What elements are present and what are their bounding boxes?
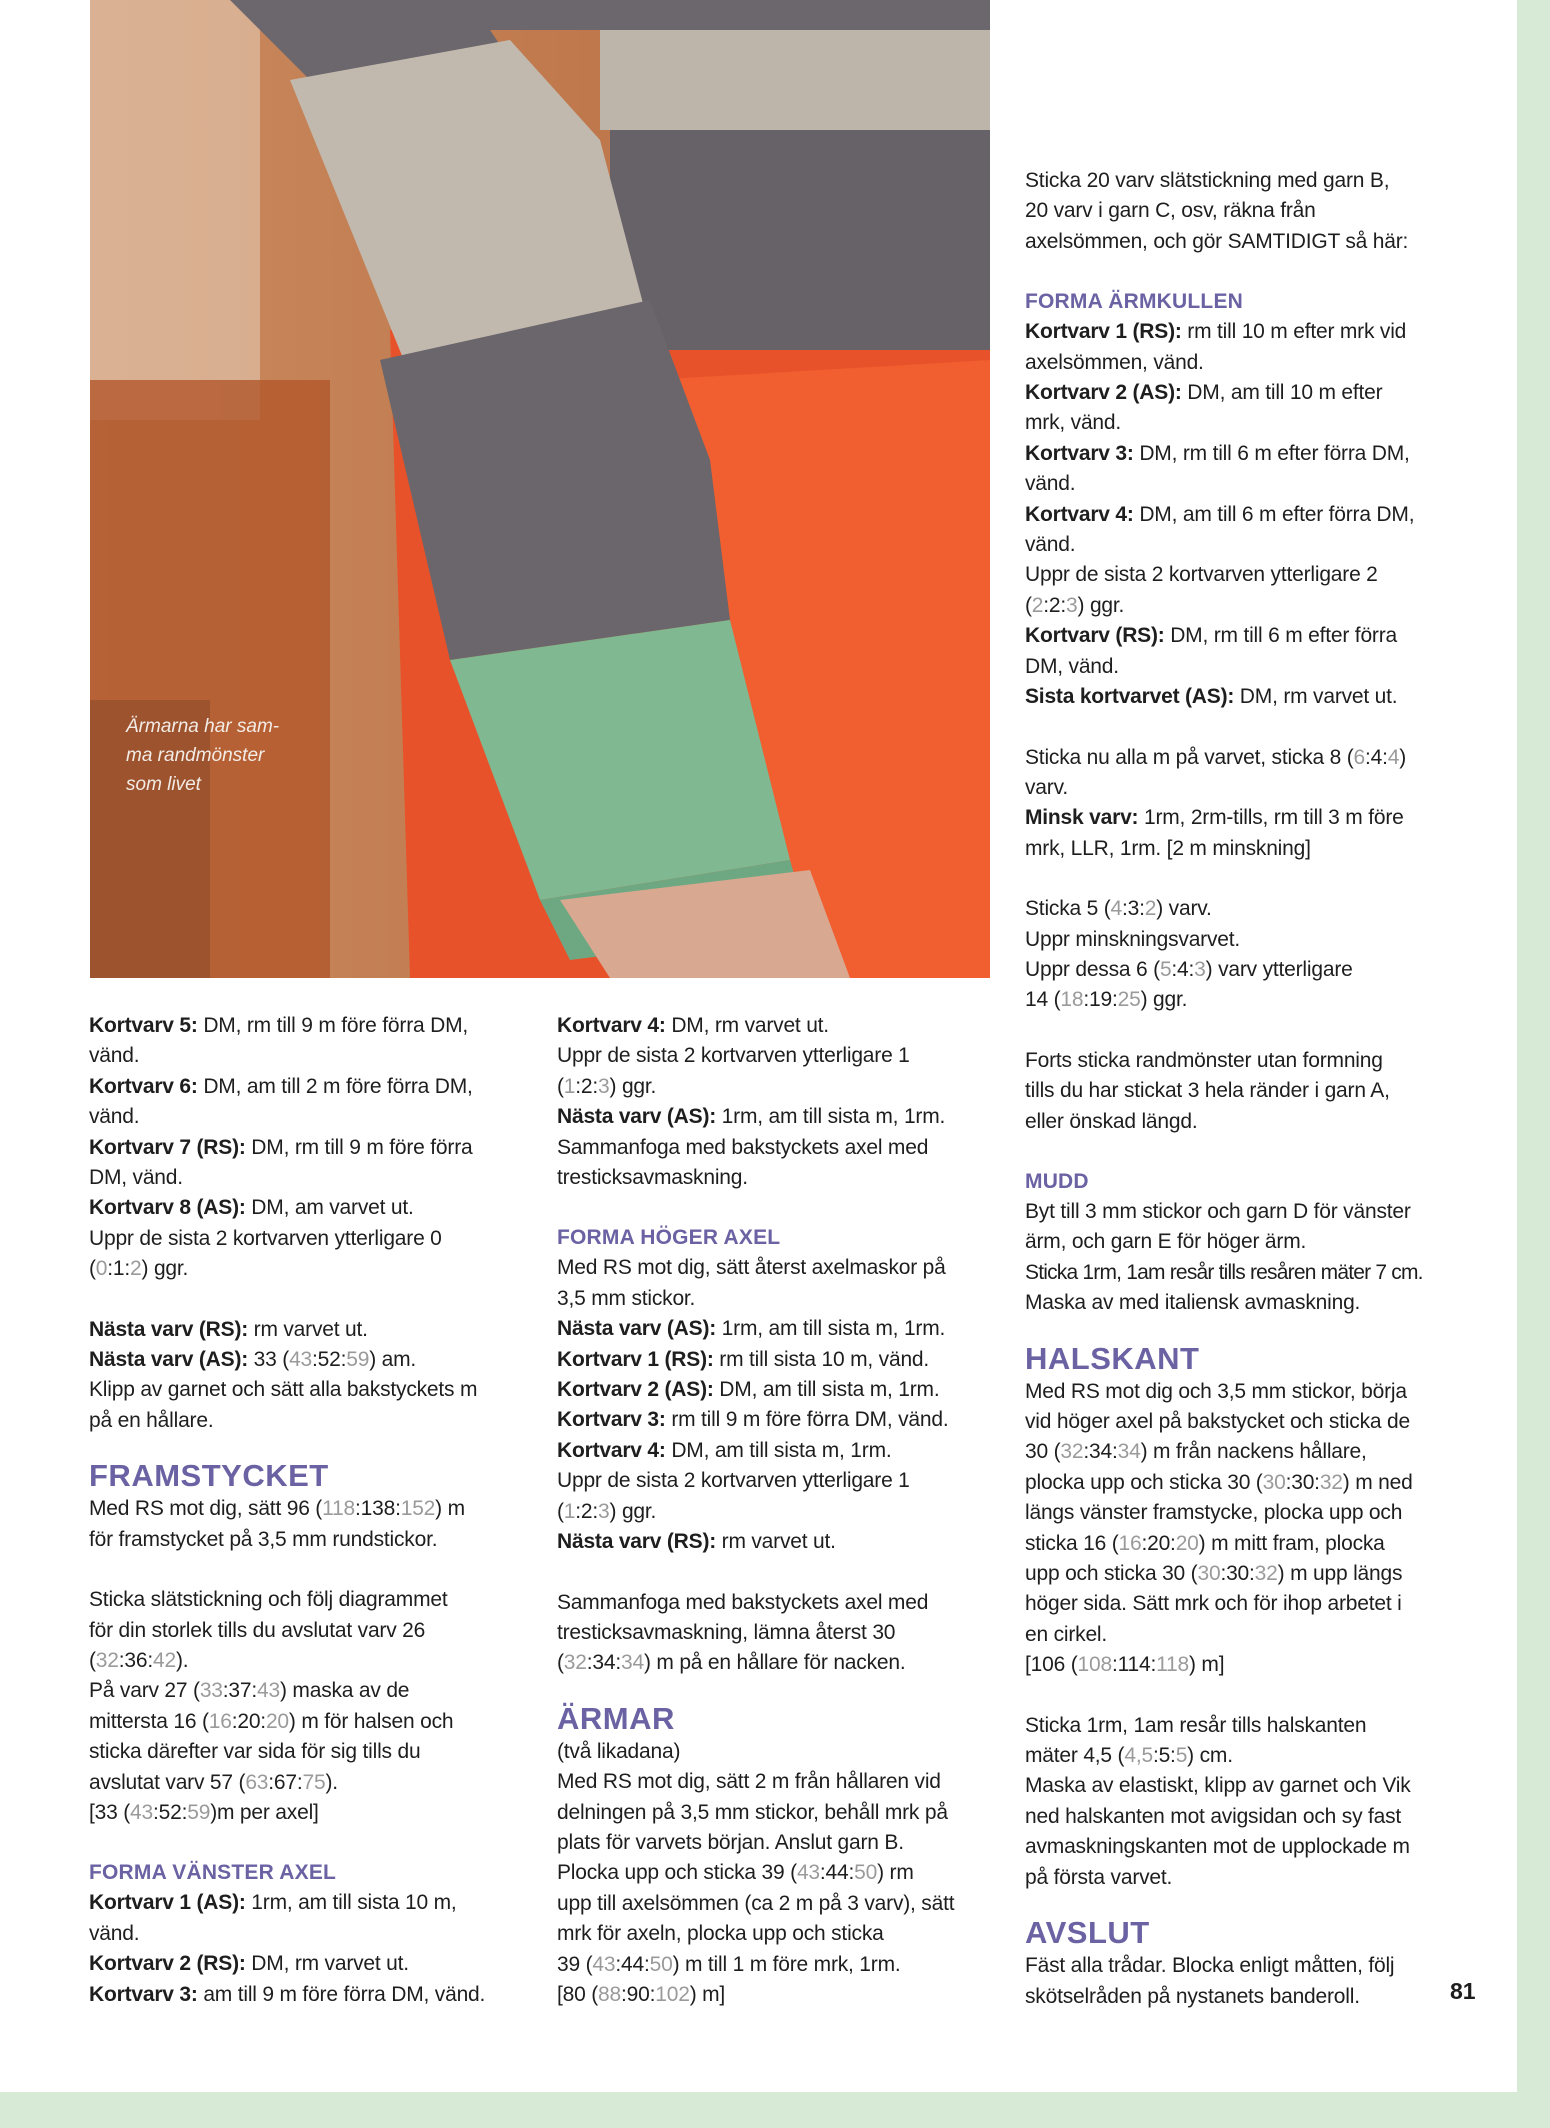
heading-forma-hoger-axel: FORMA HÖGER AXEL	[557, 1226, 781, 1250]
text-line: 33	[199, 1679, 223, 1703]
text-line: 6	[1353, 745, 1366, 769]
text-line: 32	[1060, 1440, 1084, 1464]
text-line: Kortvarv 3:	[89, 1982, 198, 2006]
text-line: 14 (	[1025, 988, 1061, 1012]
text-line: :52:	[153, 1800, 188, 1824]
text-line	[557, 1648, 997, 1678]
text-line	[1025, 985, 1485, 1015]
text-line: Nästa varv (AS):	[557, 1317, 717, 1341]
text-line: :1:	[107, 1257, 131, 1281]
text-line: Klipp av garnet och sätt alla bakstyckets m	[89, 1378, 478, 1402]
text-line: :37:	[222, 1679, 258, 1703]
text-line	[1025, 1437, 1485, 1467]
text-line: 25	[1117, 988, 1141, 1012]
text-line: ) m från nackens hållare,	[1140, 1440, 1367, 1464]
text-line: varv.	[1025, 775, 1068, 799]
text-line: upp och sticka 30 (	[1025, 1562, 1198, 1586]
column-middle	[557, 1011, 997, 2010]
text-line: mittersta 16 (	[89, 1709, 209, 1733]
text-line	[1025, 743, 1485, 773]
text-line: ärm, och garn E för höger ärm.	[1025, 1230, 1307, 1254]
heading-avslut: AVSLUT	[1025, 1915, 1150, 1951]
text-line: Sammanfoga med bakstyckets axel med	[557, 1590, 929, 1614]
text-line	[89, 1193, 529, 1223]
text-line: :4:	[1171, 957, 1195, 981]
text-line: DM, am varvet ut.	[245, 1196, 414, 1220]
text-line: 20	[1175, 1531, 1199, 1555]
text-line: 3	[1194, 957, 1206, 981]
text-line	[1025, 1650, 1485, 1680]
text-line	[89, 1345, 529, 1375]
text-line: 4	[1110, 897, 1123, 921]
text-line: ) ggr.	[141, 1257, 189, 1281]
text-line: 5	[1175, 1744, 1188, 1768]
text-line: :30:	[1220, 1562, 1255, 1586]
text-line: rm varvet ut.	[716, 1530, 836, 1554]
text-line: DM, rm varvet ut.	[1234, 685, 1398, 709]
text-line: DM, am till 10 m efter	[1181, 381, 1383, 405]
text-line: 75	[302, 1770, 326, 1794]
heading-forma-vanster-axel: FORMA VÄNSTER AXEL	[89, 1861, 337, 1885]
text-line	[557, 1980, 997, 2010]
text-line: Ärmarna har sam-	[126, 716, 280, 737]
text-line: (	[557, 1074, 564, 1098]
photo-caption	[126, 712, 306, 799]
sweater-sleeve-photo	[90, 0, 990, 978]
text-line: Kortvarv 3:	[1025, 441, 1134, 465]
text-line: för framstycket på 3,5 mm rundstickor.	[89, 1527, 438, 1551]
text-line: Kortvarv 1 (AS):	[89, 1891, 246, 1915]
text-line: :44:	[819, 1861, 855, 1885]
text-line: [80 (	[557, 1982, 599, 2006]
text-line: för din storlek tills du avslutat varv 26	[89, 1618, 426, 1642]
text-line	[89, 1768, 529, 1798]
text-line: höger sida. Sätt mrk och för ihop arbetet i	[1025, 1592, 1402, 1616]
text-line: 3	[598, 1499, 610, 1523]
text-line: :2:	[1043, 593, 1067, 617]
text-line: Sticka nu alla m på varvet, sticka 8 (	[1025, 745, 1354, 769]
text-line: Med RS mot dig, sätt 2 m från hållaren vid	[557, 1770, 941, 1794]
text-line: 3	[1066, 593, 1078, 617]
text-line: mrk för axeln, plocka upp och sticka	[557, 1922, 884, 1946]
text-line: Maska av elastiskt, klipp av garnet och Vik	[1025, 1774, 1411, 1798]
text-line: :34:	[1083, 1440, 1118, 1464]
text-line: upp till axelsömmen (ca 2 m på 3 varv), sätt	[557, 1891, 955, 1915]
text-line: Kortvarv 7 (RS):	[89, 1135, 246, 1159]
text-line: Uppr minskningsvarvet.	[1025, 927, 1241, 951]
text-line: tills du har stickat 3 hela ränder i garn A,	[1025, 1079, 1390, 1103]
text-line: ) m]	[1189, 1653, 1225, 1677]
text-line: ) m	[435, 1497, 465, 1521]
text-line	[89, 1798, 529, 1828]
text-line: plocka upp och sticka 30 (	[1025, 1470, 1263, 1494]
text-line: tresticksavmaskning, lämna återst 30	[557, 1620, 896, 1644]
text-line: mrk, vänd.	[1025, 411, 1122, 435]
text-line: mäter 4,5 (	[1025, 1744, 1125, 1768]
text-line: DM, rm till 6 m efter förra	[1164, 624, 1397, 648]
text-line: 42	[153, 1648, 176, 1672]
text-line: rm varvet ut.	[248, 1317, 368, 1341]
text-line: )m per axel]	[210, 1800, 319, 1824]
text-line: :4:	[1365, 745, 1388, 769]
text-line: Kortvarv 5:	[89, 1014, 198, 1037]
photo-illustration	[90, 0, 990, 978]
text-line: Nästa varv (RS):	[89, 1317, 249, 1341]
text-line: ) ggr.	[609, 1499, 657, 1523]
text-line	[89, 1133, 529, 1163]
text-line: :52:	[312, 1348, 347, 1372]
text-line: 5	[1159, 957, 1172, 981]
text-line	[1025, 894, 1485, 924]
text-line: Uppr de sista 2 kortvarven ytterligare 2	[1025, 563, 1378, 587]
text-line	[1025, 317, 1485, 347]
text-line	[557, 1497, 997, 1527]
text-line: ) cm.	[1187, 1744, 1233, 1768]
text-line: På varv 27 (	[89, 1679, 200, 1703]
text-line: 16	[1118, 1531, 1142, 1555]
text-line: :44:	[615, 1952, 650, 1976]
text-line: 39 (	[557, 1952, 593, 1976]
text-line	[557, 1858, 997, 1888]
heading-framstycket: FRAMSTYCKET	[89, 1458, 329, 1494]
text-line	[89, 1315, 529, 1345]
text-line: am till 9 m före förra DM, vänd.	[197, 1982, 486, 2006]
text-line: axelsömmen, och gör SAMTIDIGT så här:	[1025, 229, 1409, 253]
text-line: DM, rm till 6 m efter förra DM,	[1133, 441, 1410, 465]
text-line: ).	[175, 1648, 189, 1672]
text-line: tresticksavmaskning.	[557, 1166, 748, 1190]
text-line: ) ggr.	[609, 1074, 657, 1098]
text-line: Kortvarv 2 (AS):	[1025, 381, 1182, 405]
text-line: Nästa varv (AS):	[89, 1348, 249, 1372]
text-line: 20 varv i garn C, osv, räkna från	[1025, 199, 1316, 223]
text-line: 4,5	[1124, 1744, 1153, 1768]
text-line: 18	[1060, 988, 1084, 1012]
text-line: ) ggr.	[1140, 988, 1188, 1012]
text-line: 43	[592, 1952, 616, 1976]
text-line: DM, rm till 9 m före förra DM,	[197, 1014, 469, 1037]
text-line	[1025, 955, 1485, 985]
column-left	[89, 1011, 529, 2010]
text-line: Minsk varv:	[1025, 806, 1139, 830]
text-line: delningen på 3,5 mm stickor, behåll mrk på	[557, 1800, 948, 1824]
text-line: 20	[265, 1709, 289, 1733]
text-line: Kortvarv 1 (RS):	[1025, 320, 1182, 344]
text-line	[557, 1405, 997, 1435]
text-line: 2	[1144, 897, 1157, 921]
text-line: ) am.	[369, 1348, 417, 1372]
text-line: (	[557, 1499, 564, 1523]
text-line	[1025, 621, 1485, 651]
text-line: Sticka 1rm, 1am resår tills resåren mäter 7 cm.	[1025, 1260, 1423, 1284]
text-line	[89, 1011, 529, 1041]
text-line: på första varvet.	[1025, 1865, 1173, 1889]
text-line: 2	[130, 1257, 142, 1281]
text-line: ) m till 1 m före mrk, 1rm.	[672, 1952, 901, 1976]
text-line: 32	[1319, 1470, 1343, 1494]
text-line	[89, 1072, 529, 1102]
text-line: vänd.	[89, 1044, 140, 1068]
text-line: 43	[257, 1679, 280, 1703]
text-line	[557, 1345, 997, 1375]
text-line: ) m upp längs	[1277, 1562, 1403, 1586]
text-line	[89, 1646, 529, 1676]
text-line	[89, 1980, 529, 2010]
text-line: ) rm	[877, 1861, 914, 1885]
text-line: vänd.	[1025, 533, 1076, 557]
text-line: DM, rm varvet ut.	[245, 1952, 409, 1976]
text-line: sticka 16 (	[1025, 1531, 1119, 1555]
text-line: 30	[1197, 1562, 1221, 1586]
text-line: 50	[854, 1861, 878, 1885]
heading-mudd: MUDD	[1025, 1169, 1089, 1193]
text-line: (	[1025, 593, 1032, 617]
text-line: vänd.	[89, 1105, 140, 1129]
text-line: 16	[208, 1709, 232, 1733]
text-line: :36:	[118, 1648, 153, 1672]
text-line: mrk, LLR, 1rm. [2 m minskning]	[1025, 836, 1311, 860]
text-line: 43	[130, 1800, 153, 1824]
text-line: 1rm, am till sista m, 1rm.	[716, 1317, 946, 1341]
text-line: 118	[1156, 1653, 1189, 1677]
text-line: som livet	[126, 774, 201, 795]
text-line: plats för varvets början. Anslut garn B.	[557, 1830, 904, 1854]
text-line: (	[89, 1648, 96, 1672]
text-line: 32	[563, 1651, 587, 1675]
text-line: 63	[245, 1770, 269, 1794]
text-line: 50	[649, 1952, 673, 1976]
text-line: på en hållare.	[89, 1408, 214, 1432]
text-line: 30	[1262, 1470, 1286, 1494]
text-line: DM, vänd.	[1025, 654, 1119, 678]
text-line: DM, am till sista m, 1rm.	[713, 1378, 940, 1402]
text-line: Kortvarv 2 (AS):	[557, 1378, 714, 1402]
text-line: ) varv.	[1156, 897, 1212, 921]
text-line: vänd.	[89, 1921, 140, 1945]
text-line: Sticka 20 varv slätstickning med garn B,	[1025, 169, 1390, 192]
text-line	[557, 1314, 997, 1344]
text-line: Kortvarv 2 (RS):	[89, 1952, 246, 1976]
text-line: DM, rm till 9 m före förra	[245, 1135, 473, 1159]
text-line: längs vänster framstycke, plocka upp och	[1025, 1501, 1403, 1525]
text-line: Sammanfoga med bakstyckets axel med	[557, 1135, 929, 1159]
text-line: 1rm, am till sista 10 m,	[245, 1891, 457, 1915]
text-line	[1025, 1468, 1485, 1498]
text-line: )	[1399, 745, 1407, 769]
text-line: Kortvarv (RS):	[1025, 624, 1165, 648]
text-line: 0	[95, 1257, 108, 1281]
text-line: Uppr de sista 2 kortvarven ytterligare 0	[89, 1226, 442, 1250]
heading-armar: ÄRMAR	[557, 1700, 675, 1736]
text-line	[1025, 1741, 1485, 1771]
text-line: vid höger axel på bakstycket och sticka de	[1025, 1410, 1410, 1433]
text-line: Sista kortvarvet (AS):	[1025, 685, 1235, 709]
text-line: en cirkel.	[1025, 1622, 1108, 1646]
text-line: rm till 9 m före förra DM, vänd.	[665, 1408, 949, 1432]
text-line: avslutat varv 57 (	[89, 1770, 246, 1794]
text-line	[89, 1254, 529, 1284]
text-line: 59	[346, 1348, 370, 1372]
text-line: skötselråden på nystanets banderoll.	[1025, 1984, 1360, 2008]
text-line: 2	[1031, 593, 1044, 617]
text-line: :2:	[575, 1074, 599, 1098]
text-line: ) maska av de	[280, 1679, 410, 1703]
text-line	[89, 1494, 529, 1524]
column-right	[1025, 166, 1485, 2012]
text-line: Med RS mot dig, sätt återst axelmaskor på	[557, 1256, 946, 1280]
text-line: :19:	[1083, 988, 1118, 1012]
text-line	[557, 1072, 997, 1102]
text-line	[89, 1888, 529, 1918]
text-line: 88	[598, 1982, 621, 2006]
text-line: Uppr dessa 6 (	[1025, 957, 1160, 981]
text-line: Med RS mot dig, sätt 96 (	[89, 1497, 323, 1521]
text-line	[1025, 1529, 1485, 1559]
text-line: ) m på en hållare för nacken.	[643, 1651, 906, 1675]
text-line	[1025, 1559, 1485, 1589]
text-line: axelsömmen, vänd.	[1025, 350, 1204, 374]
text-line: 1rm, am till sista m, 1rm.	[716, 1105, 946, 1129]
text-line: Nästa varv (RS):	[557, 1530, 717, 1554]
text-line: Forts sticka randmönster utan formning	[1025, 1048, 1383, 1072]
text-line: :114:	[1111, 1653, 1157, 1677]
text-line	[1025, 682, 1485, 712]
text-line	[1025, 591, 1485, 621]
text-line: DM, am till 6 m efter förra DM,	[1133, 502, 1415, 526]
text-line: Byt till 3 mm stickor och garn D för vänster	[1025, 1199, 1411, 1223]
text-line: ).	[325, 1770, 338, 1794]
text-line	[557, 1011, 997, 1041]
text-line	[1025, 500, 1485, 530]
text-line: 108	[1077, 1653, 1112, 1677]
text-line: :30:	[1285, 1470, 1320, 1494]
text-line: :67:	[268, 1770, 303, 1794]
text-line: 118	[322, 1497, 355, 1521]
text-line: 34	[621, 1651, 644, 1675]
text-line: Sticka 5 (	[1025, 897, 1111, 921]
text-line: (två likadana)	[557, 1739, 681, 1763]
text-line: :20:	[1141, 1531, 1176, 1555]
text-line: 1rm, 2rm-tills, rm till 3 m före	[1138, 806, 1404, 830]
text-line: Nästa varv (AS):	[557, 1105, 717, 1129]
text-line: 32	[95, 1648, 119, 1672]
text-line: rm till sista 10 m, vänd.	[713, 1347, 930, 1371]
text-line: 59	[187, 1800, 211, 1824]
text-line: ) ggr.	[1077, 593, 1125, 617]
text-line: DM, rm varvet ut.	[665, 1014, 829, 1037]
text-line: Kortvarv 3:	[557, 1408, 666, 1432]
text-line: sticka därefter var sida för sig tills du	[89, 1740, 421, 1764]
text-line: 4	[1387, 745, 1400, 769]
text-line	[557, 1527, 997, 1557]
text-line	[89, 1949, 529, 1979]
text-line: 1	[563, 1499, 576, 1523]
text-line: 34	[1117, 1440, 1141, 1464]
text-line: 30 (	[1025, 1440, 1061, 1464]
text-line: :34:	[586, 1651, 621, 1675]
text-line: [33 (	[89, 1800, 131, 1824]
text-line	[1025, 439, 1485, 469]
text-line: eller önskad längd.	[1025, 1109, 1198, 1133]
text-line: Sticka slätstickning och följ diagrammet	[89, 1588, 448, 1612]
text-line: ) m för halsen och	[288, 1709, 454, 1733]
text-line: 43	[796, 1861, 820, 1885]
text-line: Fäst alla trådar. Blocka enligt måtten, följ	[1025, 1954, 1395, 1978]
text-line: avmaskningskanten mot de upplockade m	[1025, 1835, 1410, 1859]
text-line: ma randmönster	[126, 745, 265, 766]
text-line: :3:	[1122, 897, 1145, 921]
text-line: Kortvarv 6:	[89, 1074, 198, 1098]
text-line: [106 (	[1025, 1653, 1078, 1677]
text-line: 102	[655, 1982, 690, 2006]
text-line	[557, 1102, 997, 1132]
text-line: vänd.	[1025, 472, 1076, 496]
text-line: 32	[1254, 1562, 1278, 1586]
text-line: :2:	[575, 1499, 599, 1523]
heading-halskant: HALSKANT	[1025, 1340, 1200, 1376]
text-line: 3	[598, 1074, 610, 1098]
text-line	[557, 1950, 997, 1980]
text-line: 1	[563, 1074, 576, 1098]
text-line: Plocka upp och sticka 39 (	[557, 1861, 797, 1885]
text-line	[557, 1436, 997, 1466]
text-line: Uppr de sista 2 kortvarven ytterligare 1	[557, 1469, 910, 1493]
text-line: DM, am till sista m, 1rm.	[665, 1438, 892, 1462]
text-line: Kortvarv 1 (RS):	[557, 1347, 714, 1371]
text-line	[89, 1707, 529, 1737]
text-line: :20:	[231, 1709, 266, 1733]
text-line: :138:	[355, 1497, 401, 1521]
text-line: Kortvarv 4:	[1025, 502, 1134, 526]
text-line: Maska av med italiensk avmaskning.	[1025, 1291, 1361, 1315]
page-number: 81	[1450, 1978, 1476, 2004]
text-line: :5:	[1152, 1744, 1176, 1768]
text-line: 3,5 mm stickor.	[557, 1286, 696, 1310]
text-line: Kortvarv 4:	[557, 1014, 666, 1037]
text-line: 152	[400, 1497, 436, 1521]
text-line: rm till 10 m efter mrk vid	[1181, 320, 1407, 344]
text-line: :90:	[621, 1982, 656, 2006]
text-line: ) varv ytterligare	[1205, 957, 1353, 981]
heading-forma-armkullen: FORMA ÄRMKULLEN	[1025, 290, 1244, 314]
text-line: Med RS mot dig och 3,5 mm stickor, börja	[1025, 1379, 1407, 1403]
text-line: ned halskanten mot avigsidan och sy fast	[1025, 1804, 1402, 1828]
text-line	[89, 1676, 529, 1706]
text-line: 43	[289, 1348, 313, 1372]
text-line	[1025, 378, 1485, 408]
text-line: ) m ned	[1342, 1470, 1413, 1494]
text-line: Sticka 1rm, 1am resår tills halskanten	[1025, 1713, 1367, 1737]
text-line: DM, am till 2 m före förra DM,	[197, 1074, 473, 1098]
text-line: (	[557, 1651, 564, 1675]
text-line: Kortvarv 4:	[557, 1438, 666, 1462]
text-line: ) m]	[689, 1982, 726, 2006]
text-line: ) m mitt fram, plocka	[1198, 1531, 1385, 1555]
text-line: Kortvarv 8 (AS):	[89, 1196, 246, 1220]
text-line: DM, vänd.	[89, 1166, 183, 1190]
text-line: (	[89, 1257, 96, 1281]
text-line: Uppr de sista 2 kortvarven ytterligare 1	[557, 1044, 910, 1068]
text-line	[1025, 803, 1485, 833]
text-line	[557, 1375, 997, 1405]
text-line: 33 (	[248, 1348, 290, 1372]
